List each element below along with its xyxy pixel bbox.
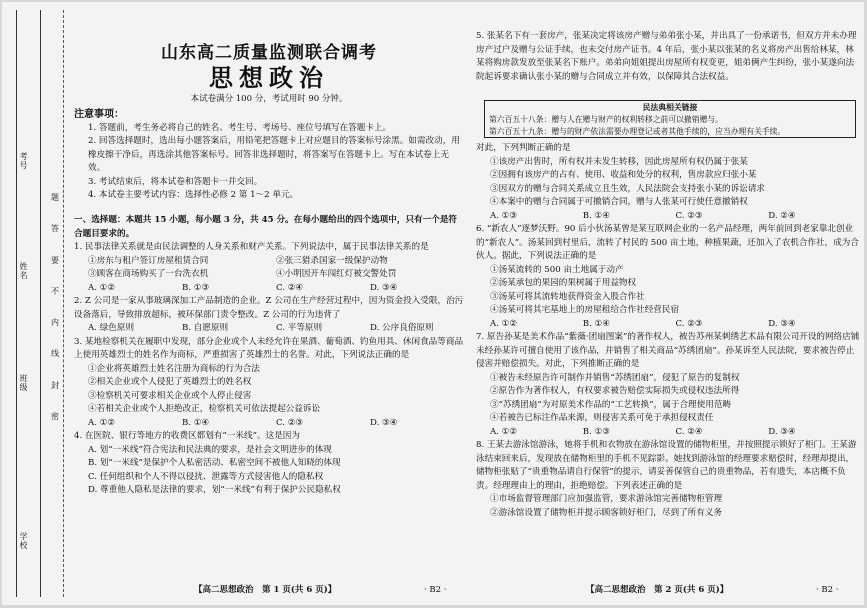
- answer-option: A. ①③: [490, 210, 518, 221]
- cut-line-text: [49, 192, 61, 422]
- answer-option: D. ③④: [768, 426, 796, 437]
- answer-option: A. ①②: [490, 318, 518, 329]
- cut-char: 线: [51, 349, 59, 359]
- notes-title: 注意事项：: [74, 109, 124, 120]
- answer-option: C. ②③: [675, 318, 703, 329]
- answer-option: B. 自愿原则: [182, 323, 229, 333]
- binding-line: [40, 10, 41, 597]
- statement-item: ①房东与租户签订房屋租赁合同: [88, 255, 209, 266]
- exam-header: 山东高二质量监测联合调考: [161, 43, 377, 63]
- answer-options: [476, 426, 861, 440]
- answer-option: B. ①④: [582, 210, 610, 221]
- note-item: 4. 本试卷主要考试内容：选择性必修 2 第 1～2 单元。: [88, 190, 299, 200]
- answer-option: C. ②③: [675, 210, 703, 221]
- answer-option: A. ①②: [88, 417, 116, 428]
- question-stem: 6. “新农人”逐梦沃野。90 后小伙汤某曾是某互联网企业的一名产品经理，两年前回到老家靠北创业的“新农人”。汤某回到村里后，流转了村民的 500 亩土地，种植果蔬，还加入了农机合作社，成为合伙人。据此，下列说法正确的是: [476, 224, 859, 261]
- question-5-stem: [476, 30, 861, 84]
- binding-line: [16, 10, 17, 597]
- questions-left: [74, 214, 464, 498]
- statement-item: ④若被告已标注作品来源，则侵害关系可免于承担侵权责任: [490, 413, 714, 423]
- answer-option: D. ②④: [768, 210, 796, 221]
- answer-option: B. 划“一米线”是保护个人私密活动、私密空间不被他人知晓的体现: [88, 458, 341, 468]
- binding-margin: [2, 2, 64, 605]
- statement-item: ③因双方的赠与合同关系成立且生效，人民法院会支持张小某的诉讼请求: [490, 183, 766, 194]
- answer-option: C. ②④: [675, 426, 703, 437]
- statement-item: ①被告未经原告许可制作并销售“苏绣团扇”，侵犯了原告的复制权: [490, 372, 740, 383]
- answer-option: A. ①②: [490, 426, 518, 437]
- answer-options: [476, 318, 861, 332]
- statement-item: ④本案中的赠与合同属于可撤销合同，赠与人张某可行使任意撤销权: [490, 197, 748, 207]
- cut-char: 不: [51, 286, 59, 296]
- statement-item: ②汤某承包的果园的果树属于用益物权: [490, 278, 637, 288]
- cut-char: 密: [51, 411, 59, 421]
- statement-item: ②张三猎杀国家一级保护动物: [276, 255, 388, 266]
- statement-item: ③“苏绣团扇”为对原美术作品的“工艺转换”，属于合理使用范畴: [490, 399, 732, 410]
- law-excerpt-box: [484, 100, 856, 138]
- answer-option: A. ①②: [88, 282, 116, 293]
- subject-title: 思想政治: [209, 63, 329, 92]
- right-page: [476, 2, 861, 605]
- question-stem: 8. 王某去游泳馆游泳，她将手机和衣物放在游泳馆设置的储物柜里，并按照提示锁好了柜门。王某游泳结束回来后，发现放在储物柜里的手机不见踪影。她找到游泳馆的经理要求赔偿时，经理却提出，储物柜张贴了“贵重物品请自行保管”的提示，请妥善保管自己的贵重物品，若有遗失，本店概不负责。经理理由上的理由，拒绝赔偿。下列表述正确的是: [476, 440, 857, 491]
- cut-char: 题: [51, 193, 59, 202]
- question-stem: 4. 在医院、银行等地方的收费区都划有“一米线”。这是因为: [74, 431, 300, 441]
- section-heading: 一、选择题：本题共 15 小题，每小题 3 分，共 45 分。在每小题给出的四个选项中，只有一个是符合题目要求的。: [74, 215, 458, 239]
- answer-option: B. ①③: [582, 426, 610, 437]
- answer-options: [74, 322, 464, 336]
- answer-option: B. ①④: [582, 318, 610, 329]
- statement-item: ③顾客在商场购买了一台洗衣机: [88, 269, 209, 279]
- cut-char: 内: [51, 318, 59, 328]
- cut-char: 要: [51, 255, 59, 265]
- statement-item: ②游泳馆设置了储物柜并提示顾客锁好柜门，尽到了所有义务: [490, 507, 723, 518]
- questions-right: [476, 142, 861, 520]
- question-items: [74, 255, 464, 282]
- note-item: 3. 考试结束后，将本试卷和答题卡一并交回。: [88, 176, 263, 187]
- cut-char: 答: [51, 224, 59, 234]
- left-page: [74, 2, 464, 605]
- answer-option: C. 任何组织和个人不得以侵扰、泄露等方式侵害他人的隐私权: [88, 471, 324, 482]
- statement-item: ④小明因开车闯红灯被交警处罚: [276, 269, 397, 279]
- answer-options: [74, 417, 464, 431]
- question-stem: 7. 原告孙某是美术作品“紫薇·团扇图案”的著作权人，被告苏州某刺绣艺术品有限公司开设的网络店铺未经孙某许可擅自使用了该作品，并销售了相关商品“苏绣团扇”。孙某诉至人民法院，要求被告停止侵害并赔偿损失。对此，下列推断正确的是: [476, 332, 860, 369]
- answer-options: [74, 282, 464, 296]
- law-article: 第六百五十九条：赠与的财产依法需要办理登记或者其他手续的，应当办理有关手续。: [489, 127, 786, 136]
- question-ask: 对此，下列判断正确的是: [476, 143, 571, 153]
- answer-option: D. ③④: [370, 282, 398, 293]
- statement-item: ①该房产出售时，所有权并未发生转移，因此房屋所有权仍属于张某: [490, 156, 748, 167]
- cut-char: 封: [51, 380, 59, 390]
- question-stem: 5. 张某名下有一套房产，张某决定将该房产赠与弟弟张小某，并出具了一份承诺书，但双方并未办理房产过户及赠与公证手续，也未交付房产证书。4 年后，张小某以张某的名义将房产出售给林某，林某将购房款发放至张某名下账户。弟弟向姐姐提出房屋所有权变更，姐弟俩产生纠纷，张小某遂向法院起诉要求确认张小某的赠与合同成立并有效，以保障其合法权益。: [476, 31, 857, 82]
- law-article: 第六百五十八条：赠与人在赠与财产的权利转移之前可以撤销赠与。: [489, 115, 723, 124]
- answer-option: B. ①③: [182, 282, 210, 293]
- statement-item: ①市场监督管理部门应加强监管，要求游泳馆完善储物柜管理: [490, 494, 723, 504]
- statement-item: ①企业将英雄烈士姓名注册为商标的行为合法: [88, 363, 260, 374]
- statement-item: ③检察机关可要求相关企业或个人停止侵害: [88, 390, 252, 401]
- statement-item: ④汤某可将其宅基地上的房屋租给合作社经营民宿: [490, 305, 680, 315]
- law-box-title: 民法典相关链接: [642, 103, 698, 112]
- kaohao-label: 考号: [19, 152, 28, 170]
- answer-option: C. 平等原则: [276, 323, 323, 333]
- exam-sheet: [2, 2, 864, 605]
- question-stem: 3. 某地检察机关在履职中发现，部分企业或个人未经允许在果酒、葡萄酒、钓鱼用具、休闲食品等商品上使用英雄烈士的姓名作为商标，严重损害了英雄烈士的名誉。对此，下列说法正确的是: [74, 336, 464, 360]
- statement-item: ②原告作为著作权人，有权要求被告赔偿实际损失或侵权违法所得: [490, 386, 740, 396]
- answer-option: A. 划“一米线”符合宪法和民法典的要求，是社会文明进步的体现: [88, 444, 332, 455]
- notes: [74, 108, 464, 203]
- page-code: · B2 ·: [816, 585, 839, 595]
- answer-option: D. ③④: [370, 417, 398, 428]
- statement-item: ③汤某可将其流转地获得资金入股合作社: [490, 291, 645, 302]
- name-label: 姓名: [19, 262, 28, 280]
- answer-option: D. ③④: [768, 318, 796, 329]
- page-footer: 【高二思想政治 第 1 页(共 6 页)】: [194, 585, 337, 595]
- statement-item: ②相关企业或个人侵犯了英雄烈士的姓名权: [88, 377, 252, 387]
- statement-item: ②因拥有该房产的占有、使用、收益和处分的权利，售房款应归张小某: [490, 170, 757, 180]
- answer-option: C. ②③: [276, 417, 304, 428]
- note-item: 2. 回答选择题时，选出每小题答案后，用铅笔把答题卡上对应题目的答案标号涂黑。如需改动，用橡皮擦干净后，再选涂其他答案标号。回答非选择题时，将答案写在答题卡上。写在本试卷上无效。: [88, 136, 460, 173]
- cut-line: [63, 10, 64, 597]
- answer-option: D. 尊重他人隐私是法律的要求，划“一米线”有利于保护公民隐私权: [88, 485, 341, 495]
- question-stem: 2. Z 公司是一家从事玻璃深加工产品制造的企业。Z 公司在生产经营过程中，因为资金投入受限，治污设备落后，导致排放超标，被环保部门责令整改。Z 公司的行为违背了: [74, 296, 464, 320]
- answer-option: D. 公序良俗原则: [370, 323, 434, 333]
- page-footer: 【高二思想政治 第 2 页(共 6 页)】: [586, 585, 729, 595]
- question-stem: 1. 民事法律关系就是由民法调整的人身关系和财产关系。下列说法中，属于民事法律关系的是: [74, 242, 429, 252]
- statement-item: ④若相关企业或个人拒绝改正，检察机关可依法提起公益诉讼: [88, 404, 321, 414]
- statement-item: ①汤某流转的 500 亩土地属于动产: [490, 264, 624, 275]
- class-label: 班级: [19, 374, 28, 392]
- note-item: 1. 答题前，考生务必将自己的姓名、考生号、考场号、座位号填写在答题卡上。: [88, 122, 392, 133]
- answer-option: C. ②④: [276, 282, 304, 293]
- answer-option: A. 绿色原则: [88, 323, 135, 333]
- score-line: 本试卷满分 100 分，考试用时 90 分钟。: [190, 94, 348, 104]
- school-label: 学校: [19, 532, 28, 550]
- answer-options: [476, 210, 861, 224]
- page-code: · B2 ·: [424, 585, 447, 595]
- answer-option: B. ①④: [182, 417, 210, 428]
